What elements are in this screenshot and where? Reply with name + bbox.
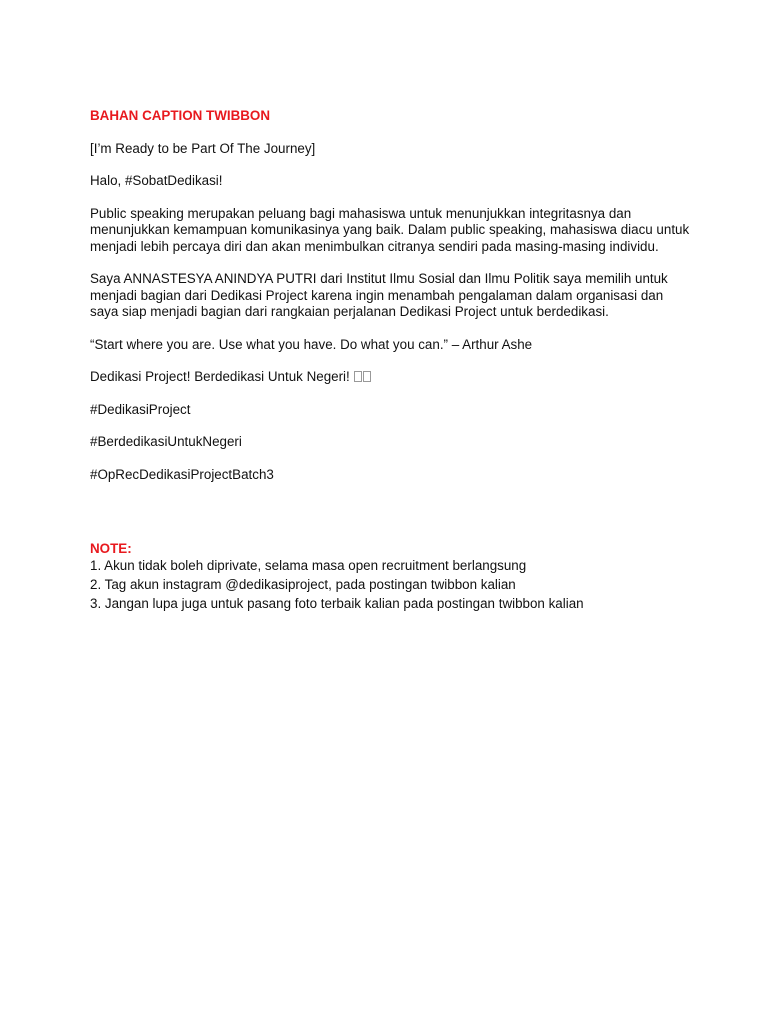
paragraph-introduction: Saya ANNASTESYA ANINDYA PUTRI dari Institut Ilmu Sosial dan Ilmu Politik saya memilih untuk menjadi bagian dari Dedikasi Project karena ingin menambah pengalaman dalam organisasi dan saya siap menjadi bagian dari rangkaian perjalanan Dedikasi Project untuk berdedikasi.: [90, 271, 668, 319]
spacer: [90, 499, 690, 541]
note-list: [90, 558, 690, 613]
note-item: 1. Akun tidak boleh diprivate, selama masa open recruitment berlangsung: [90, 557, 527, 573]
hashtag: #DedikasiProject: [90, 401, 191, 417]
note-item: 3. Jangan lupa juga untuk pasang foto terbaik kalian pada postingan twibbon kalian: [90, 595, 584, 611]
slogan-line: [90, 369, 690, 386]
tagline: [I’m Ready to be Part Of The Journey]: [90, 140, 316, 156]
greeting: Halo, #SobatDedikasi!: [90, 173, 223, 188]
quote: “Start where you are. Use what you have. Do what you can.” – Arthur Ashe: [90, 336, 533, 352]
document-page: [90, 108, 690, 615]
hashtag: #BerdedikasiUntukNegeri: [90, 434, 242, 449]
slogan: Dedikasi Project! Berdedikasi Untuk Negeri!: [90, 369, 350, 384]
paragraph-public-speaking: Public speaking merupakan peluang bagi mahasiswa untuk menunjukkan integritasnya dan menunjukkan kemampuan komunikasinya yang baik. Dalam public speaking, mahasiswa diacu untuk menjadi lebih percaya diri dan akan menimbulkan citranya sendiri pada masing-masing individu.: [90, 205, 690, 254]
note-item: 2. Tag akun instagram @dedikasiproject, pada postingan twibbon kalian: [90, 576, 516, 592]
missing-glyph-icon: [363, 371, 371, 382]
hashtag: #OpRecDedikasiProjectBatch3: [90, 466, 274, 482]
document-title: BAHAN CAPTION TWIBBON: [90, 108, 271, 123]
note-title: NOTE:: [90, 541, 132, 556]
missing-glyph-icon: [354, 371, 362, 382]
